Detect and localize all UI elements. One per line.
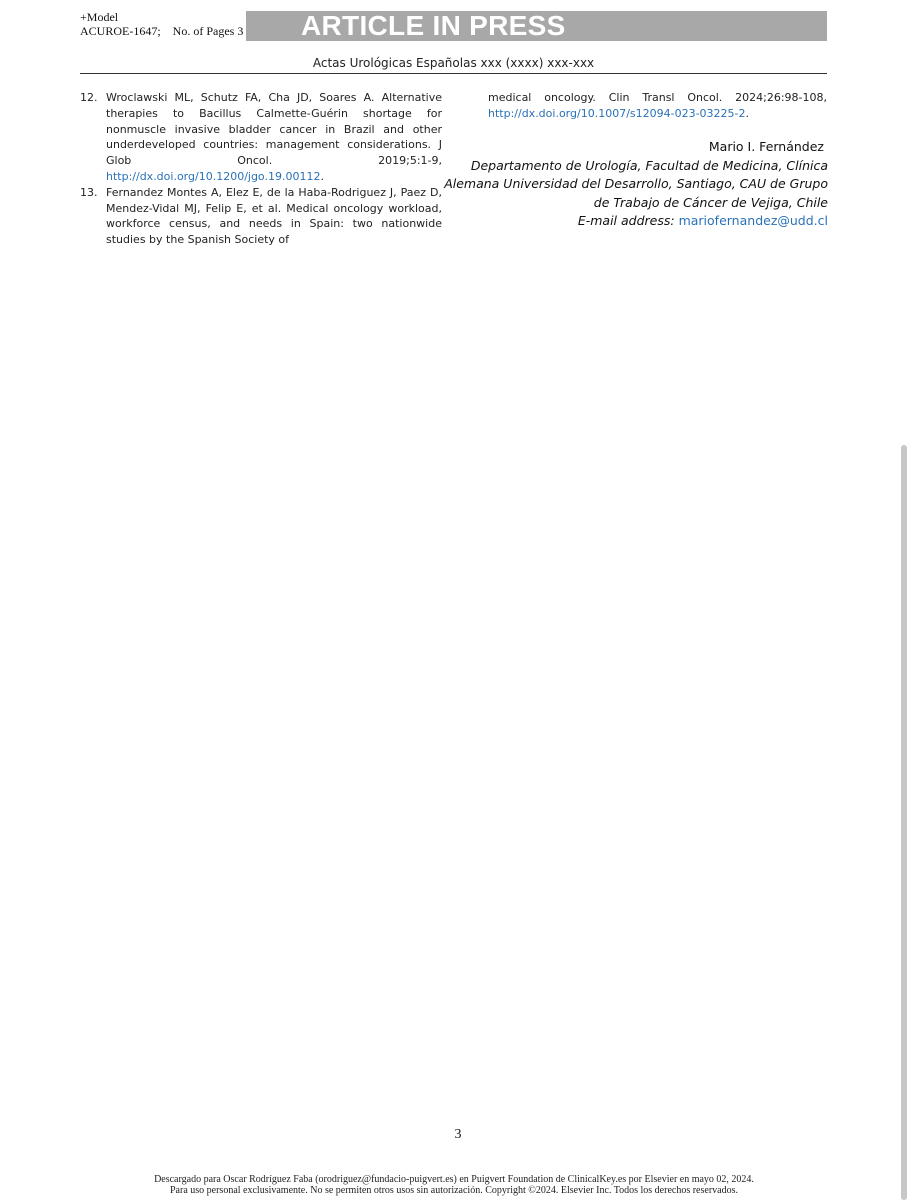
reference-continuation <box>488 90 827 122</box>
article-id: ACUROE-1647; No. of Pages 3 <box>80 24 244 38</box>
doi-link[interactable]: http://dx.doi.org/10.1200/jgo.19.00112 <box>106 169 321 183</box>
email-row <box>440 212 828 231</box>
reference-end: . <box>320 169 324 183</box>
scrollbar-thumb[interactable] <box>901 445 907 1200</box>
article-in-press-banner: ARTICLE IN PRESS <box>246 11 827 41</box>
footer-line: Descargado para Oscar Rodríguez Faba (orodriguez@fundacio-puigvert.es) en Puigvert Foundation de ClinicalKey.es por Elsevier en mayo 02, 2024. <box>154 1174 754 1185</box>
reference-number: 13. <box>80 185 98 199</box>
left-column <box>80 90 442 248</box>
reference-text: Fernandez Montes A, Elez E, de la Haba-Rodriguez J, Paez D, Mendez-Vidal MJ, Felip E, et al. Medical oncology workload, workforce census, and needs in Spain: two nationwide studies by the Spanish Society of <box>106 185 442 247</box>
reference-item <box>80 185 442 248</box>
author-name: Mario I. Fernández <box>708 139 824 154</box>
author-affiliation: Departamento de Urología, Facultad de Medicina, Clínica Alemana Universidad del Desarrollo, Santiago, CAU de Grupo de Trabajo de Cáncer de Vejiga, Chile <box>444 157 828 210</box>
model-label: +Model <box>80 10 119 24</box>
footer-line: Para uso personal exclusivamente. No se permiten otros usos sin autorización. Copyright ©2024. Elsevier Inc. Todos los derechos reservados. <box>170 1185 738 1196</box>
reference-number: 12. <box>80 91 98 104</box>
scrollbar[interactable] <box>900 0 908 1200</box>
journal-title: Actas Urológicas Españolas xxx (xxxx) xxx-xxx <box>312 56 595 70</box>
reference-text: Wroclawski ML, Schutz FA, Cha JD, Soares A. Alternative therapies to Bacillus Calmette-Guérin shortage for nonmuscle invasive bladder cancer in Brazil and other underdeveloped countries: management considerations. J Glob Oncol. 2019;5:1-9, <box>106 91 442 168</box>
header-divider <box>80 73 827 74</box>
page-number: 3 <box>454 1127 462 1142</box>
email-link[interactable]: mariofernandez@udd.cl <box>678 213 828 228</box>
author-signature <box>440 138 828 231</box>
article-meta <box>80 10 246 41</box>
reference-end: . <box>745 106 750 120</box>
download-footer <box>30 1174 878 1196</box>
reference-item <box>80 90 442 185</box>
reference-text: medical oncology. Clin Transl Oncol. 2024;26:98-108, <box>488 91 827 104</box>
right-column <box>488 90 827 122</box>
doi-link[interactable]: http://dx.doi.org/10.1007/s12094-023-03225-2 <box>488 106 746 120</box>
email-label: E-mail address: <box>577 213 675 228</box>
